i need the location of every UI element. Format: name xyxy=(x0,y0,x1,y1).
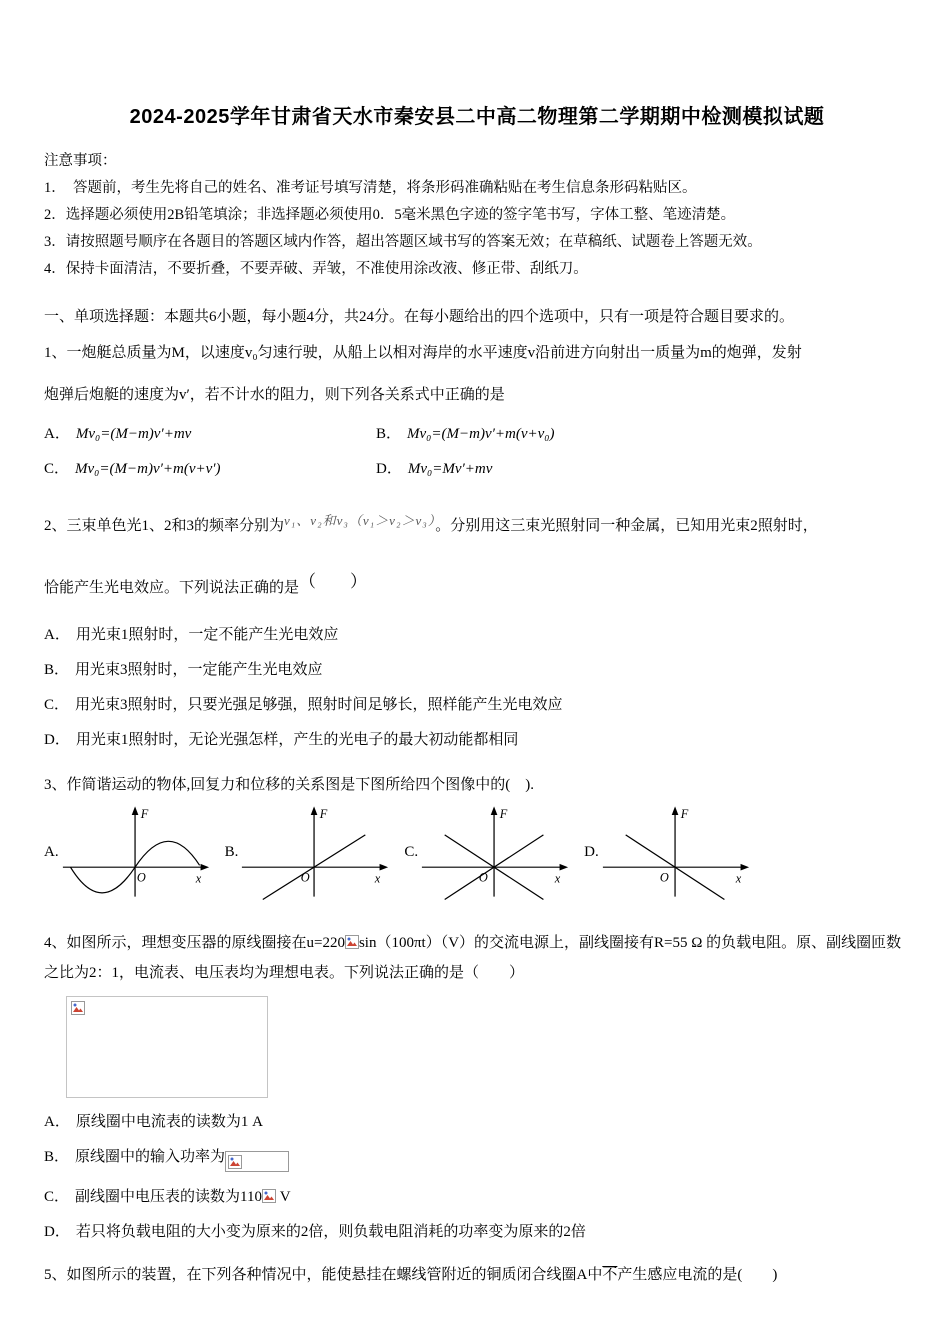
y-axis-label: F xyxy=(320,806,328,821)
q2-stem-line2 xyxy=(44,571,910,599)
graph-label: B. xyxy=(224,843,239,860)
question-5 xyxy=(44,1264,910,1286)
option-text-unit: V xyxy=(279,1189,291,1205)
option-text: 用光束1照射时，无论光强怎样，产生的光电子的最大初动能都相同 xyxy=(75,732,519,748)
graph-label: D. xyxy=(584,843,599,860)
force-displacement-graph-positive-line xyxy=(240,802,390,902)
option-text: 用光束3照射时，一定能产生光电效应 xyxy=(75,662,323,678)
q3-figure-row xyxy=(44,802,910,902)
option-label: B． xyxy=(44,662,70,678)
y-axis-label: F xyxy=(499,806,508,821)
origin-label: O xyxy=(478,870,488,885)
notes-item: 2．选择题必须使用2B铅笔填涂；非选择题必须使用0．5毫米黑色字迹的签字笔书写，字体工整、笔迹清楚。 xyxy=(44,207,736,223)
y-axis-label: F xyxy=(140,806,148,821)
question-1 xyxy=(44,342,910,478)
q1-option-b xyxy=(376,422,910,443)
force-displacement-graph-negative-line xyxy=(601,802,751,902)
force-displacement-graph-sine xyxy=(61,802,211,902)
q3-graph-b xyxy=(225,802,391,902)
origin-label: O xyxy=(659,870,669,885)
option-text: 原线圈中的输入功率为 xyxy=(75,1149,226,1165)
option-label: C． xyxy=(44,1189,70,1205)
x-axis-label: x xyxy=(375,871,381,886)
option-text: 用光束1照射时，一定不能产生光电效应 xyxy=(75,627,339,643)
q2-option-b xyxy=(44,660,910,680)
q4-figure-placeholder xyxy=(66,996,268,1098)
option-formula: Mv₀=(M−m)v′+m(v+v′) xyxy=(75,461,221,477)
q4-stem-part2: sin（100πt）（V）的交流电源上，副线圈接有R=55 Ω 的负载电阻。原、副线圈匝数之比为2：1，电流表、电压表均为理想电表。下列说法正确的是（ ） xyxy=(44,935,902,981)
broken-image-icon xyxy=(228,1155,242,1169)
notes-item: 1． 答题前，考生先将自己的姓名、准考证号填写清楚，将条形码准确粘贴在考生信息条形码粘贴区。 xyxy=(44,180,697,196)
q1-stem-line2: 炮弹后炮艇的速度为v′，若不计水的阻力，则下列各关系式中正确的是 xyxy=(44,387,505,403)
notes-header: 注意事项： xyxy=(44,153,117,169)
origin-label: O xyxy=(136,870,146,885)
inline-image-placeholder xyxy=(225,1151,289,1172)
question-2 xyxy=(44,510,910,750)
x-axis-label: x xyxy=(554,871,561,886)
q4-option-d xyxy=(44,1222,910,1242)
origin-label: O xyxy=(301,870,311,885)
x-axis-label: x xyxy=(735,871,742,886)
question-4 xyxy=(44,928,910,1242)
q2-option-d xyxy=(44,730,910,750)
y-axis-label: F xyxy=(680,806,688,821)
q4-stem xyxy=(44,928,910,988)
option-label: C． xyxy=(44,461,70,477)
q1-option-d xyxy=(376,457,910,478)
section-header: 一、单项选择题：本题共6小题，每小题4分，共24分。在每小题给出的四个选项中，只有一项是符合题目要求的。 xyxy=(44,309,795,325)
notes-section xyxy=(44,151,910,279)
option-formula: Mv₀=(M−m)v′+m(v+v₀) xyxy=(407,426,555,442)
q2-stem-part2: 。分别用这三束光照射同一种金属，已知用光束2照射时， xyxy=(435,518,818,534)
option-text: 若只将负载电阻的大小变为原来的2倍，则负载电阻消耗的功率变为原来的2倍 xyxy=(75,1224,586,1240)
q1-option-c xyxy=(44,457,376,478)
page-title: 2024-2025学年甘肃省天水市秦安县二中高二物理第二学期期中检测模拟试题 xyxy=(129,106,825,128)
option-label: D． xyxy=(44,732,70,748)
question-3 xyxy=(44,774,910,902)
q3-graph-a xyxy=(44,802,211,902)
q2-stem-line2-text: 恰能产生光电效应。下列说法正确的是 xyxy=(44,580,300,596)
option-formula: Mv₀=Mv′+mv xyxy=(407,461,493,477)
option-label: A． xyxy=(44,426,70,442)
q4-option-b xyxy=(44,1147,910,1172)
q5-emphasized-char: 不 xyxy=(602,1267,618,1283)
option-label: A． xyxy=(44,1114,70,1130)
q4-stem-part1: 4、如图所示，理想变压器的原线圈接在u=220 xyxy=(44,935,345,951)
q3-stem: 3、作简谐运动的物体,回复力和位移的关系图是下图所给四个图像中的( ). xyxy=(44,777,534,793)
notes-item: 3．请按照题号顺序在各题目的答题区域内作答，超出答题区域书写的答案无效；在草稿纸、试题卷上答题无效。 xyxy=(44,234,762,250)
q3-graph-d xyxy=(584,802,751,902)
option-label: B． xyxy=(44,1149,70,1165)
answer-bracket: （ ） xyxy=(299,572,368,591)
notes-item: 4．保持卡面清洁，不要折叠，不要弄破、弄皱，不准使用涂改液、修正带、刮纸刀。 xyxy=(44,261,588,277)
q4-option-a xyxy=(44,1112,910,1132)
q5-stem-pre: 5、如图所示的装置，在下列各种情况中，能使悬挂在螺线管附近的铜质闭合线圈A中 xyxy=(44,1267,603,1283)
graph-label: C. xyxy=(404,843,419,860)
q4-option-c xyxy=(44,1187,910,1207)
force-displacement-graph-crossed-lines xyxy=(420,802,570,902)
option-label: D． xyxy=(376,461,402,477)
q2-option-a xyxy=(44,625,910,645)
q5-stem xyxy=(44,1264,910,1286)
q5-stem-post: 产生感应电流的是( ) xyxy=(617,1267,778,1283)
broken-image-icon xyxy=(345,935,359,949)
option-text: 用光束3照射时，只要光强足够强，照射时间足够长，照样能产生光电效应 xyxy=(75,697,563,713)
q1-options xyxy=(44,422,910,478)
option-formula: Mv₀=(M−m)v′+mv xyxy=(75,426,192,442)
option-label: C． xyxy=(44,697,70,713)
q3-graph-c xyxy=(404,802,570,902)
x-axis-label: x xyxy=(195,871,201,886)
q2-frequency-formula: v₁、v₂和v₃（v₁＞v₂＞v₃） xyxy=(284,513,436,528)
option-text: 原线圈中电流表的读数为1 A xyxy=(75,1114,263,1130)
broken-image-icon xyxy=(71,1001,85,1015)
broken-image-icon xyxy=(262,1189,276,1203)
option-label: B． xyxy=(376,426,402,442)
option-label: A． xyxy=(44,627,70,643)
q2-stem-line1 xyxy=(44,510,910,537)
q1-stem-line1: 1、一炮艇总质量为M，以速度v₀匀速行驶，从船上以相对海岸的水平速度v沿前进方向射出一质量为m的炮弹，发射 xyxy=(44,345,802,361)
q2-stem-part1: 2、三束单色光1、2和3的频率分别为 xyxy=(44,518,285,534)
option-label: D． xyxy=(44,1224,70,1240)
option-text: 副线圈中电压表的读数为110 xyxy=(75,1189,262,1205)
graph-label: A. xyxy=(44,843,59,860)
q2-option-c xyxy=(44,695,910,715)
q1-option-a xyxy=(44,422,376,443)
